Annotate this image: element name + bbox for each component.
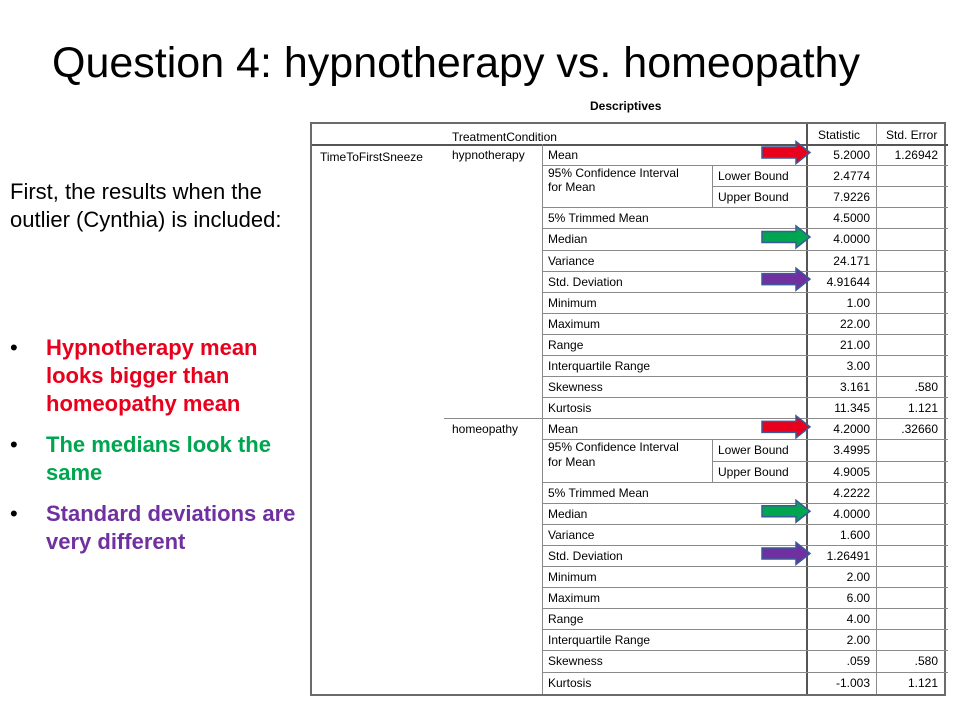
statistic-value: 4.5000 <box>833 211 870 226</box>
bullet-text: The medians look the same <box>46 432 271 485</box>
group-label: hypnotherapy <box>452 148 525 162</box>
statistic-value: 1.00 <box>846 295 870 310</box>
row-label: 5% Trimmed Mean <box>548 485 649 500</box>
slide-title: Question 4: hypnotherapy vs. homeopathy <box>52 39 860 87</box>
bullet-item-median <box>10 431 305 487</box>
statistic-value: 2.00 <box>846 633 870 648</box>
statistic-value: 7.9226 <box>833 190 870 205</box>
statistic-value: 4.0000 <box>833 232 870 247</box>
row-divider <box>712 186 948 187</box>
row-label: Kurtosis <box>548 675 592 690</box>
bullet-item-mean <box>10 334 305 418</box>
row-divider <box>542 271 948 272</box>
table-title: Descriptives <box>590 99 662 113</box>
row-divider <box>542 250 948 251</box>
row-divider <box>542 397 948 398</box>
row-sublabel: Upper Bound <box>718 190 789 205</box>
ci-divider <box>712 165 713 207</box>
row-divider <box>542 228 948 229</box>
bullet-dot-icon: • <box>10 335 18 360</box>
group-divider <box>444 418 948 419</box>
row-label: Median <box>548 232 588 247</box>
row-label: Maximum <box>548 591 601 606</box>
bullet-item-std-deviation <box>10 500 305 556</box>
row-divider <box>542 524 948 525</box>
bullet-dot-icon: • <box>10 501 18 526</box>
statistic-column-header: Statistic <box>818 128 861 142</box>
statistic-value: 2.00 <box>846 570 870 584</box>
row-divider <box>542 608 948 609</box>
header-divider <box>312 144 948 146</box>
row-divider <box>542 376 948 377</box>
statistic-value: 2.4774 <box>833 169 870 184</box>
group-label: homeopathy <box>452 422 519 437</box>
row-divider <box>712 461 948 462</box>
row-divider <box>542 503 948 504</box>
std-error-value: 1.121 <box>907 675 938 690</box>
row-label: for Mean <box>548 180 596 195</box>
statistic-value: 4.00 <box>846 612 870 627</box>
row-label: Std. Deviation <box>548 274 623 289</box>
std-error-value: 1.26942 <box>894 148 938 162</box>
statistic-value: 3.161 <box>839 380 870 395</box>
group-header: TreatmentCondition <box>452 130 557 144</box>
row-divider <box>542 672 948 673</box>
row-label: Range <box>548 337 584 352</box>
bullet-dot-icon: • <box>10 432 18 457</box>
row-label: Skewness <box>548 380 603 395</box>
statistic-value: 1.26491 <box>826 548 870 563</box>
statistic-value: .059 <box>846 654 870 669</box>
std-error-value: 1.121 <box>907 401 938 416</box>
row-divider <box>542 650 948 651</box>
row-divider <box>542 629 948 630</box>
row-label: Variance <box>548 527 595 542</box>
row-sublabel: Lower Bound <box>718 443 789 458</box>
row-label: Mean <box>548 148 579 162</box>
row-divider <box>542 334 948 335</box>
descriptives-table <box>310 122 946 696</box>
row-label: Minimum <box>548 570 597 584</box>
std-error-value: .32660 <box>901 422 938 437</box>
row-divider <box>542 482 948 483</box>
std-error-value: .580 <box>914 654 938 669</box>
row-divider <box>542 355 948 356</box>
row-label: Skewness <box>548 654 603 669</box>
row-label: Interquartile Range <box>548 633 651 648</box>
statistic-value: 4.91644 <box>826 274 870 289</box>
intro-text: First, the results when the outlier (Cynthia) is included: <box>10 179 282 232</box>
row-divider <box>542 292 948 293</box>
row-divider <box>542 587 948 588</box>
row-label: Minimum <box>548 295 597 310</box>
bullet-text: Standard deviations are very different <box>46 501 296 554</box>
std-error-column-header: Std. Error <box>886 128 938 142</box>
statistic-value: 22.00 <box>839 316 870 331</box>
row-label: 5% Trimmed Mean <box>548 211 649 226</box>
row-label: for Mean <box>548 454 596 469</box>
statistic-value: 4.9005 <box>833 464 870 479</box>
statistic-value: -1.003 <box>835 675 870 690</box>
std-error-value: .580 <box>914 380 938 395</box>
statistic-value: 4.0000 <box>833 506 870 521</box>
row-divider <box>542 545 948 546</box>
statistic-value: 4.2000 <box>833 422 870 437</box>
row-label: Std. Deviation <box>548 548 623 563</box>
row-divider <box>542 207 948 208</box>
bullet-text: Hypnotherapy mean looks bigger than homeopathy mean <box>46 335 258 416</box>
row-label: Maximum <box>548 316 601 331</box>
row-divider <box>542 566 948 567</box>
statistic-value: 3.00 <box>846 359 870 373</box>
row-label: Variance <box>548 253 595 268</box>
statistic-value: 21.00 <box>839 337 870 352</box>
row-label: Kurtosis <box>548 401 592 416</box>
row-label: Interquartile Range <box>548 359 651 373</box>
statistic-value: 5.2000 <box>833 148 870 162</box>
statistic-value: 3.4995 <box>833 443 870 458</box>
row-label: 95% Confidence Interval <box>548 440 679 455</box>
row-sublabel: Upper Bound <box>718 464 789 479</box>
statistic-value: 1.600 <box>839 527 870 542</box>
ci-divider <box>712 439 713 481</box>
row-label: Median <box>548 506 588 521</box>
row-label: 95% Confidence Interval <box>548 166 679 181</box>
row-divider <box>542 313 948 314</box>
bullet-list <box>10 334 305 569</box>
variable-label: TimeToFirstSneeze <box>320 150 423 164</box>
statistic-value: 6.00 <box>846 591 870 606</box>
statistic-value: 24.171 <box>833 253 870 268</box>
row-label: Mean <box>548 422 579 437</box>
statistic-value: 11.345 <box>834 401 870 416</box>
row-label: Range <box>548 612 584 627</box>
statistic-value: 4.2222 <box>833 485 870 500</box>
row-sublabel: Lower Bound <box>718 169 789 184</box>
